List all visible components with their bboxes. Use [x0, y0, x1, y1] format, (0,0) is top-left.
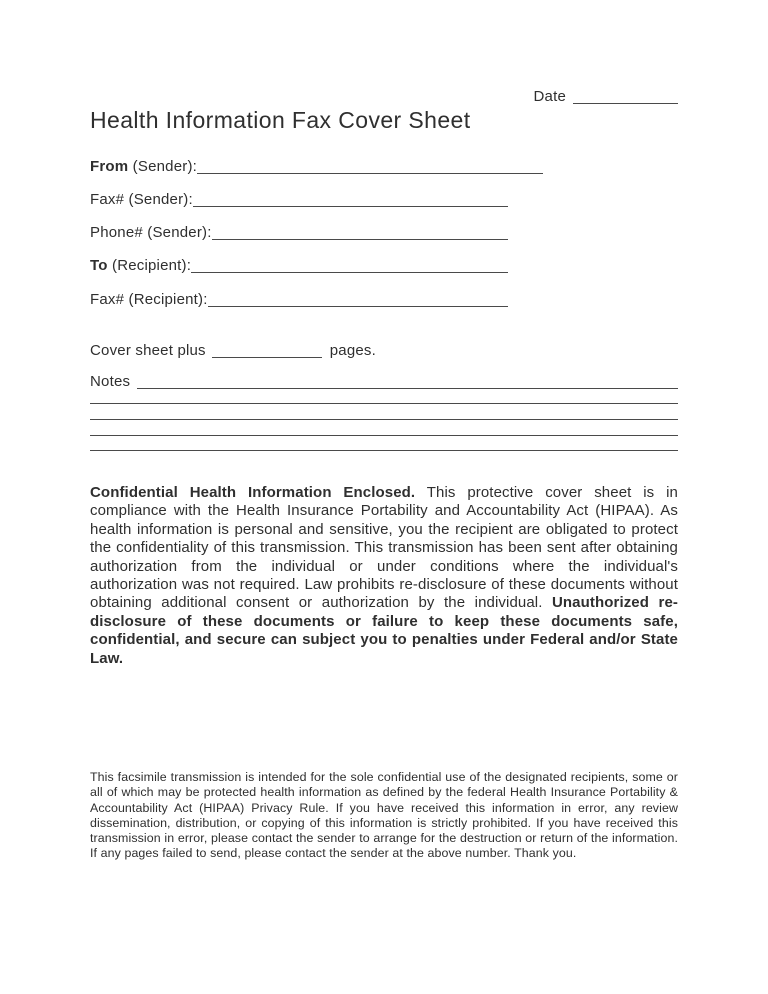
- pages-blank-line: [212, 340, 322, 358]
- footer-disclaimer: This facsimile transmission is intended for the sole confidential use of the designated recipients, some or all of which may be protected health information as defined by the federal Health Insurance Portability & Accountability Act (HIPAA) Privacy Rule. If you have received this information in error, any review dissemination, distribution, or copying of this information is strictly prohibited. If you have received this transmission in error, please contact the sender to arrange for the destruction or return of the information. If any pages failed to send, please contact the sender at the above number. Thank you.: [90, 770, 678, 861]
- field-blank-line: [193, 189, 508, 207]
- notes-row: [90, 371, 678, 392]
- confidential-notice: [90, 484, 678, 668]
- pages-prefix-label: Cover sheet plus: [90, 342, 206, 359]
- notes-extra-line-4: [90, 450, 678, 451]
- pages-count-row: [90, 340, 376, 361]
- field-label: Phone# (Sender):: [90, 224, 212, 241]
- date-label: Date: [533, 88, 566, 105]
- notes-extra-line-1: [90, 403, 678, 404]
- field-row-fax-sender: [90, 189, 508, 210]
- field-row-phone-sender: [90, 222, 508, 243]
- field-label: Fax# (Sender):: [90, 191, 193, 208]
- notes-extra-line-3: [90, 435, 678, 436]
- field-blank-line: [191, 255, 508, 273]
- field-label: From (Sender):: [90, 158, 198, 175]
- notes-extra-line-2: [90, 419, 678, 420]
- notes-label: Notes: [90, 373, 131, 390]
- field-blank-line: [197, 156, 543, 174]
- date-blank-line: [573, 86, 678, 104]
- notes-blank-line: [137, 371, 678, 389]
- confidential-body: This protective cover sheet is in compliance with the Health Insurance Portability and Accountability Act (HIPAA). As health information is personal and sensitive, you the recipient are obligated to protect the confidentiality of this transmission. This transmission has been sent after obtaining authorization from the individual or under conditions where the individual's authorization was not required. Law prohibits re-disclosure of these documents without obtaining additional consent or authorization by the individual.: [90, 484, 678, 612]
- field-label: Fax# (Recipient):: [90, 291, 208, 308]
- page-title: Health Information Fax Cover Sheet: [90, 107, 471, 133]
- date-row: [534, 86, 679, 107]
- field-blank-line: [208, 289, 508, 307]
- pages-suffix-label: pages.: [329, 342, 377, 359]
- field-row-fax-recipient: [90, 289, 508, 310]
- field-blank-line: [212, 222, 508, 240]
- field-label: To (Recipient):: [90, 257, 192, 274]
- confidential-lead-bold: Confidential Health Information Enclosed.: [90, 484, 416, 501]
- field-row-to-recipient: [90, 255, 508, 276]
- document-content: [90, 0, 678, 994]
- confidential-tail-bold: Unauthorized re-disclosure of these documents or failure to keep these documents safe, confidential, and secure can subject you to penalties under Federal and/or State Law.: [90, 594, 678, 667]
- field-row-from-sender: [90, 156, 543, 177]
